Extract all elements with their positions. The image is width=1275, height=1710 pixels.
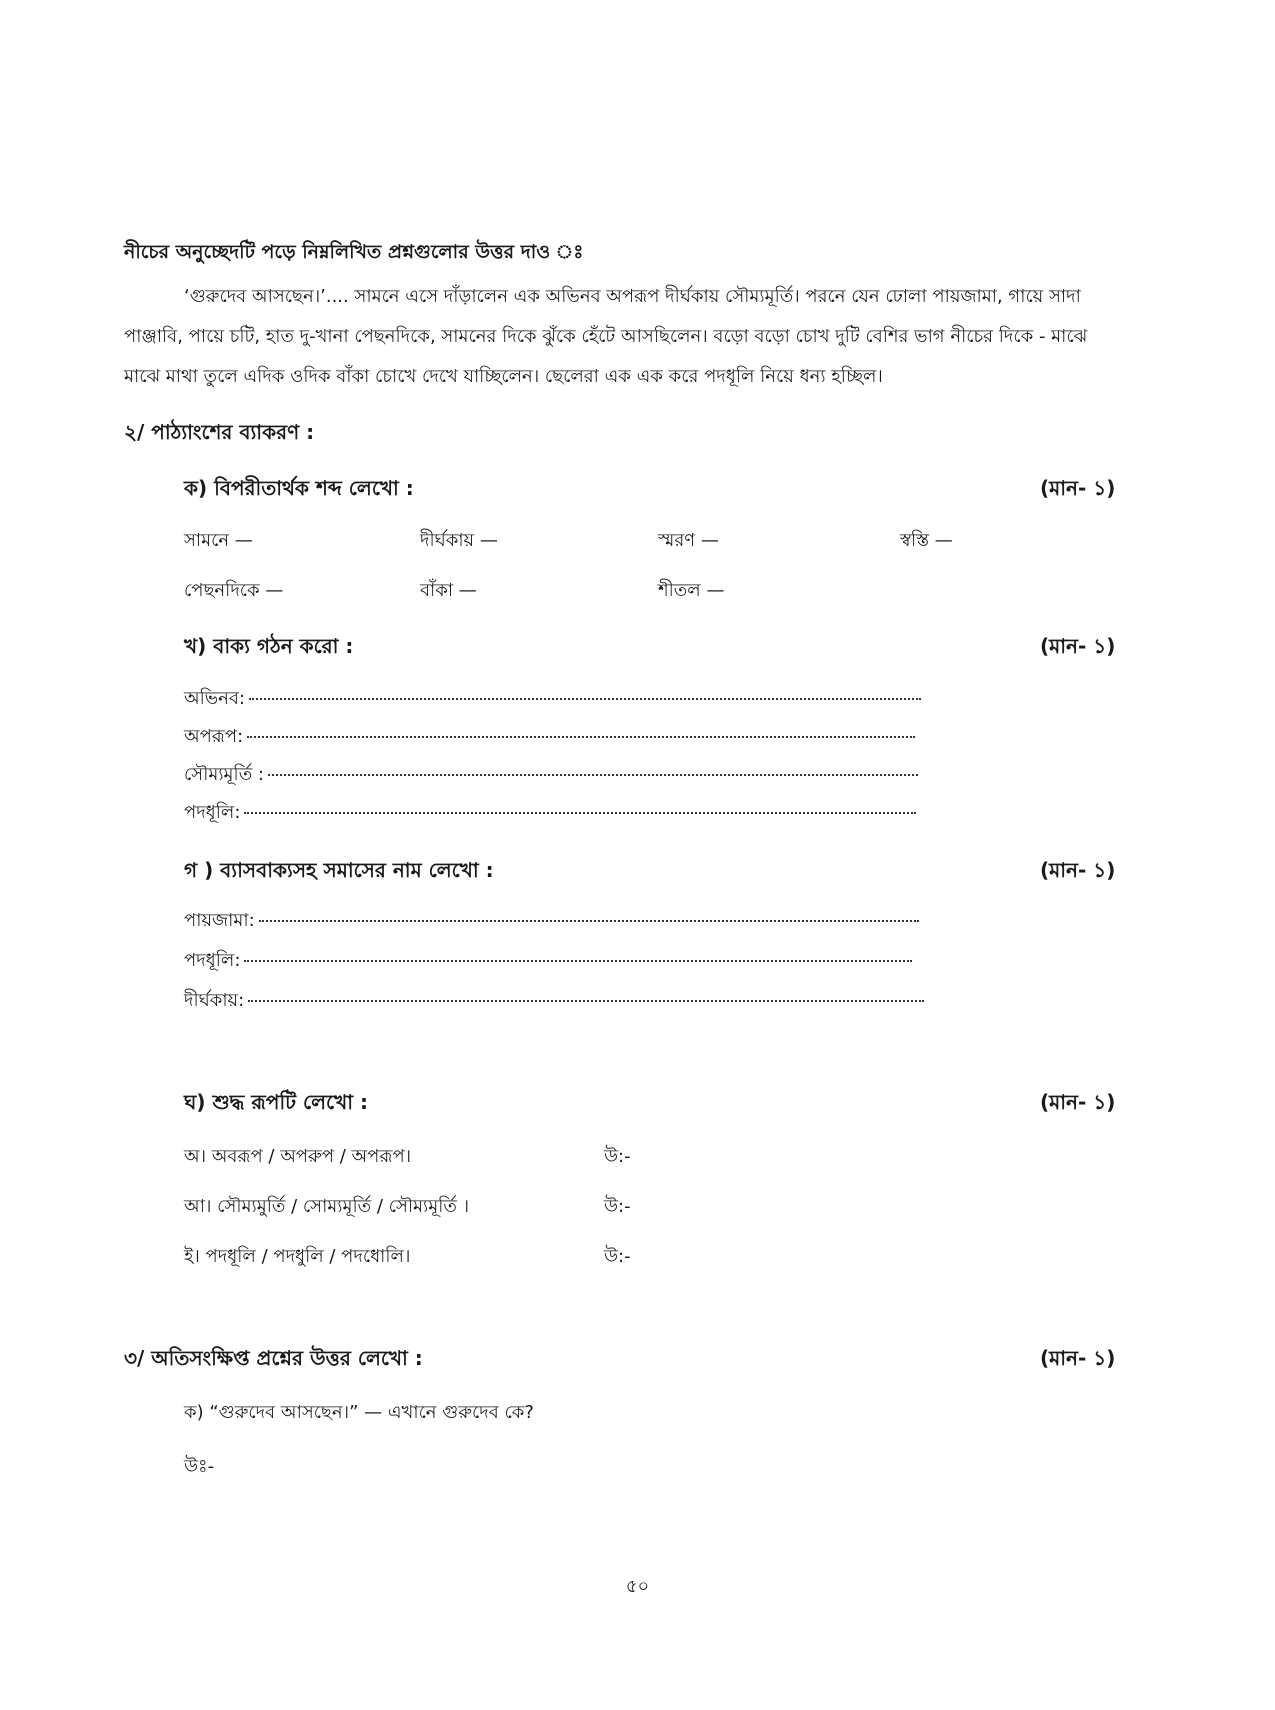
question-ka-title: ক) বিপরীতার্থক শব্দ লেখো :	[184, 476, 414, 500]
item-label: অভিনব:	[184, 688, 245, 709]
antonym-word: সামনে —	[184, 530, 253, 551]
answer-line[interactable]	[248, 998, 924, 1002]
antonym-word: দীর্ঘকায় —	[420, 530, 498, 551]
marks-label: (মান- ১)	[1040, 858, 1116, 882]
spelling-option: অ। অবরূপ / অপরুপ / অপরূপ।	[184, 1146, 412, 1167]
sentence-item	[184, 798, 916, 829]
antonym-word: বাঁকা —	[420, 580, 477, 601]
section-2-title: ২/ পাঠ্যাংশের ব্যাকরণ :	[124, 420, 315, 444]
sentence-item	[184, 684, 921, 715]
marks-label: (মান- ১)	[1040, 476, 1116, 500]
answer-line[interactable]	[259, 918, 919, 922]
passage-line: ‘গুরুদেব আসছেন।’.... সামনে এসে দাঁড়ালেন এক অভিনব অপরূপ দীর্ঘকায় সৌম্যমূর্তি। পরনে যেন ঢোলা পায়জামা, গায়ে সাদা	[184, 286, 1081, 307]
item-label: পায়জামা:	[184, 910, 255, 931]
compound-item	[184, 906, 919, 937]
marks-label: (মান- ১)	[1040, 1090, 1116, 1114]
antonym-word: শীতল —	[658, 580, 725, 601]
spelling-option: ই। পদধূলি / পদধুলি / পদধোলি।	[184, 1246, 411, 1267]
passage-line: পাঞ্জাবি, পায়ে চটি, হাত দু-খানা পেছনদিকে, সামনের দিকে ঝুঁকে হেঁটে আসছিলেন। বড়ো বড়ো চোখ দুটি বেশির ভাগ নীচের দিকে - মাঝে	[124, 326, 1088, 347]
answer-line[interactable]	[247, 734, 915, 738]
passage-line: মাঝে মাথা তুলে এদিক ওদিক বাঁকা চোখে দেখে যাচ্ছিলেন। ছেলেরা এক এক করে পদধূলি নিয়ে ধন্য হচ্ছিল।	[124, 366, 883, 387]
question-ga-title: গ ) ব্যাসবাক্যসহ সমাসের নাম লেখো :	[184, 858, 494, 882]
answer-line[interactable]	[244, 810, 916, 814]
sentence-item	[184, 760, 918, 791]
antonym-word: পেছনদিকে —	[184, 580, 284, 601]
page-number: ৫০	[625, 1576, 650, 1597]
question-kha-title: খ) বাক্য গঠন করো :	[184, 634, 354, 658]
answer-line[interactable]	[249, 696, 921, 700]
short-question: ক) “গুরুদেব আসছেন।” — এখানে গুরুদেব কে?	[184, 1402, 534, 1423]
instruction-heading: নীচের অনুচ্ছেদটি পড়ে নিম্নলিখিত প্রশ্নগুলোর উত্তর দাও ঃ	[124, 241, 584, 263]
answer-line[interactable]	[244, 958, 912, 962]
answer-label: উঃ-	[184, 1456, 215, 1477]
answer-label: উ:-	[604, 1246, 631, 1267]
item-label: পদধূলি:	[184, 950, 241, 971]
marks-label: (মান- ১)	[1040, 1346, 1116, 1370]
compound-item	[184, 946, 912, 977]
answer-label: উ:-	[604, 1146, 631, 1167]
marks-label: (মান- ১)	[1040, 634, 1116, 658]
answer-label: উ:-	[604, 1196, 631, 1217]
item-label: অপরূপ:	[184, 726, 244, 747]
item-label: সৌম্যমূর্তি :	[184, 764, 264, 785]
question-gha-title: ঘ) শুদ্ধ রূপটি লেখো :	[184, 1090, 368, 1114]
answer-line[interactable]	[268, 772, 918, 776]
spelling-option: আ। সৌম্যমুর্তি / সোম্যমূর্তি / সৌম্যমূর্তি ।	[184, 1196, 470, 1217]
compound-item	[184, 986, 924, 1017]
antonym-word: স্বস্তি —	[900, 530, 953, 551]
antonym-word: স্মরণ —	[658, 530, 719, 551]
sentence-item	[184, 722, 915, 753]
item-label: পদধূলি:	[184, 802, 241, 823]
item-label: দীর্ঘকায়:	[184, 990, 245, 1011]
section-3-title: ৩/ অতিসংক্ষিপ্ত প্রশ্নের উত্তর লেখো :	[124, 1346, 423, 1370]
